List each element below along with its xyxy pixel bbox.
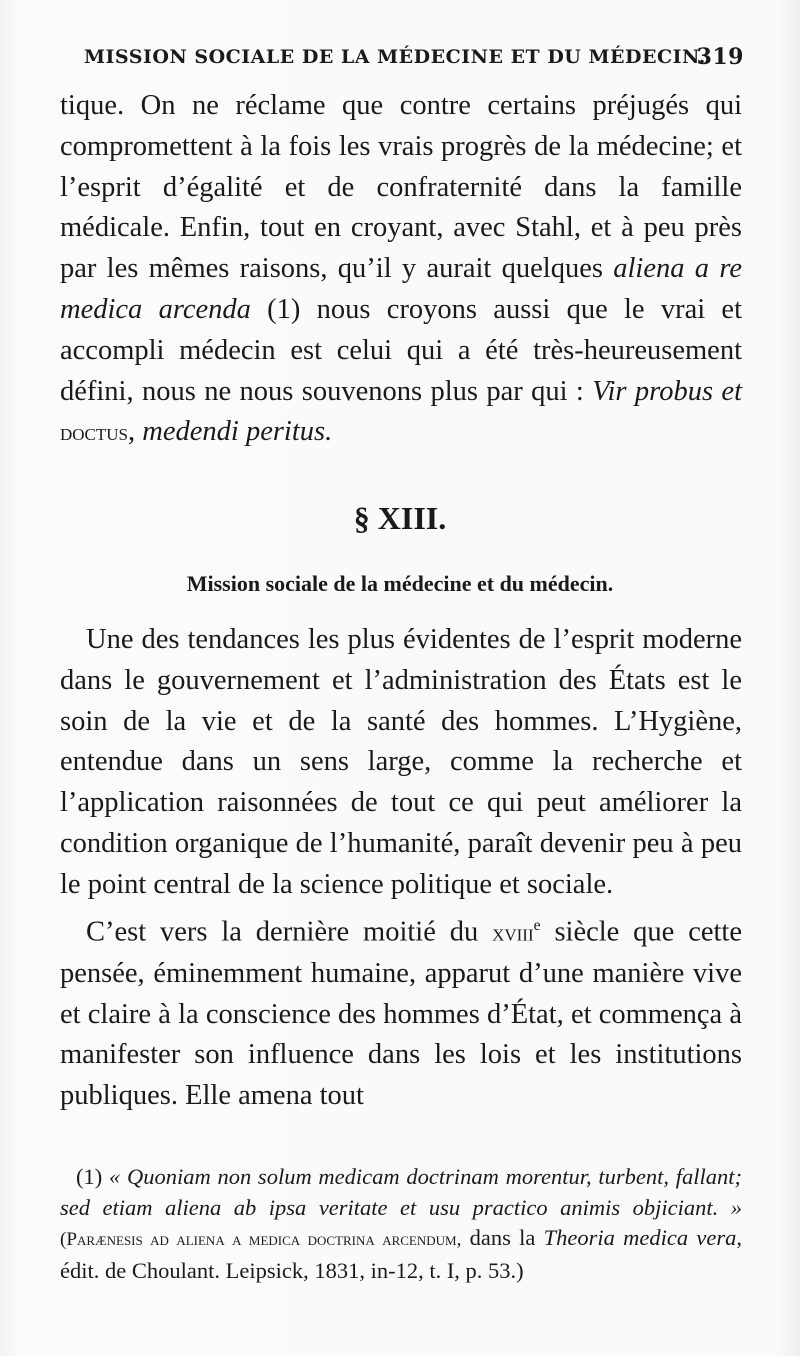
- running-title: MISSION SOCIALE DE LA MÉDECINE ET DU MÉDECIN.: [84, 46, 706, 68]
- text-run: dans la: [461, 1225, 544, 1250]
- footnote-quote: « Quoniam non solum medicam doctrinam morentur, turbent, fallant; sed etiam aliena ab ipsa veritate et usu practico animis objiciant. »: [60, 1164, 742, 1220]
- small-caps-word: doctus: [60, 419, 129, 447]
- footnote: [60, 1162, 742, 1286]
- italic-phrase: aliena a re medica arcenda: [60, 253, 743, 325]
- italic-title: Theoria medica vera: [543, 1225, 737, 1250]
- page-number: 319: [696, 44, 744, 70]
- paragraph: Une des tendances les plus évidentes de l’esprit moderne dans le gouvernement et l’administration des États est le soin de la vie et de la santé des hommes. L’Hygiène, entendue dans un sens large, comme la recherche et l’application raisonnées de tout ce qui peut améliorer la condition organique de l’humanité, paraît devenir peu à peu le point central de la science politique et sociale.: [60, 624, 742, 900]
- paragraph-continued: [60, 86, 742, 454]
- century-numeral: xviii: [492, 919, 534, 947]
- running-header: [84, 46, 744, 68]
- italic-phrase: medendi peritus.: [142, 416, 333, 448]
- text-run: , édit. de Choulant. Leipsick, 1831, in-12, t. I, p. 53.): [60, 1225, 742, 1283]
- footnote-marker: (1): [76, 1164, 103, 1189]
- paragraph: [60, 906, 742, 1117]
- section-subtitle: Mission sociale de la médecine et du médecin.: [186, 571, 614, 596]
- text-run: C’est vers la dernière moitié du: [86, 916, 493, 948]
- text-run: (1) nous croyons aussi que le vrai et accompli médecin est celui qui a été très-heureusement défini, nous ne nous souvenons plus par qui :: [60, 293, 742, 407]
- superscript: e: [533, 916, 541, 934]
- italic-phrase: Vir probus et: [592, 375, 742, 407]
- section-heading: § XIII.: [353, 500, 447, 536]
- footnote-source: (Parænesis ad aliena a medica doctrina arcendum,: [60, 1229, 462, 1250]
- text-run: ,: [128, 416, 143, 448]
- section-body: [60, 620, 742, 1117]
- text-run: tique. On ne réclame que contre certains préjugés qui compromettent à la fois les vrais progrès de la médecine; et l’esprit d’égalité et de confraternité dans la famille médicale. Enfin, tout en croyant, avec Stahl, et à peu près par les mêmes raisons, qu’il y aurait quelques: [60, 90, 742, 285]
- text-run: siècle que cette pensée, éminemment humaine, apparut d’une manière vive et claire à la conscience des hommes d’État, et commença à manifester son influence dans les lois et les institutions publiques. Elle amena tout: [60, 916, 742, 1112]
